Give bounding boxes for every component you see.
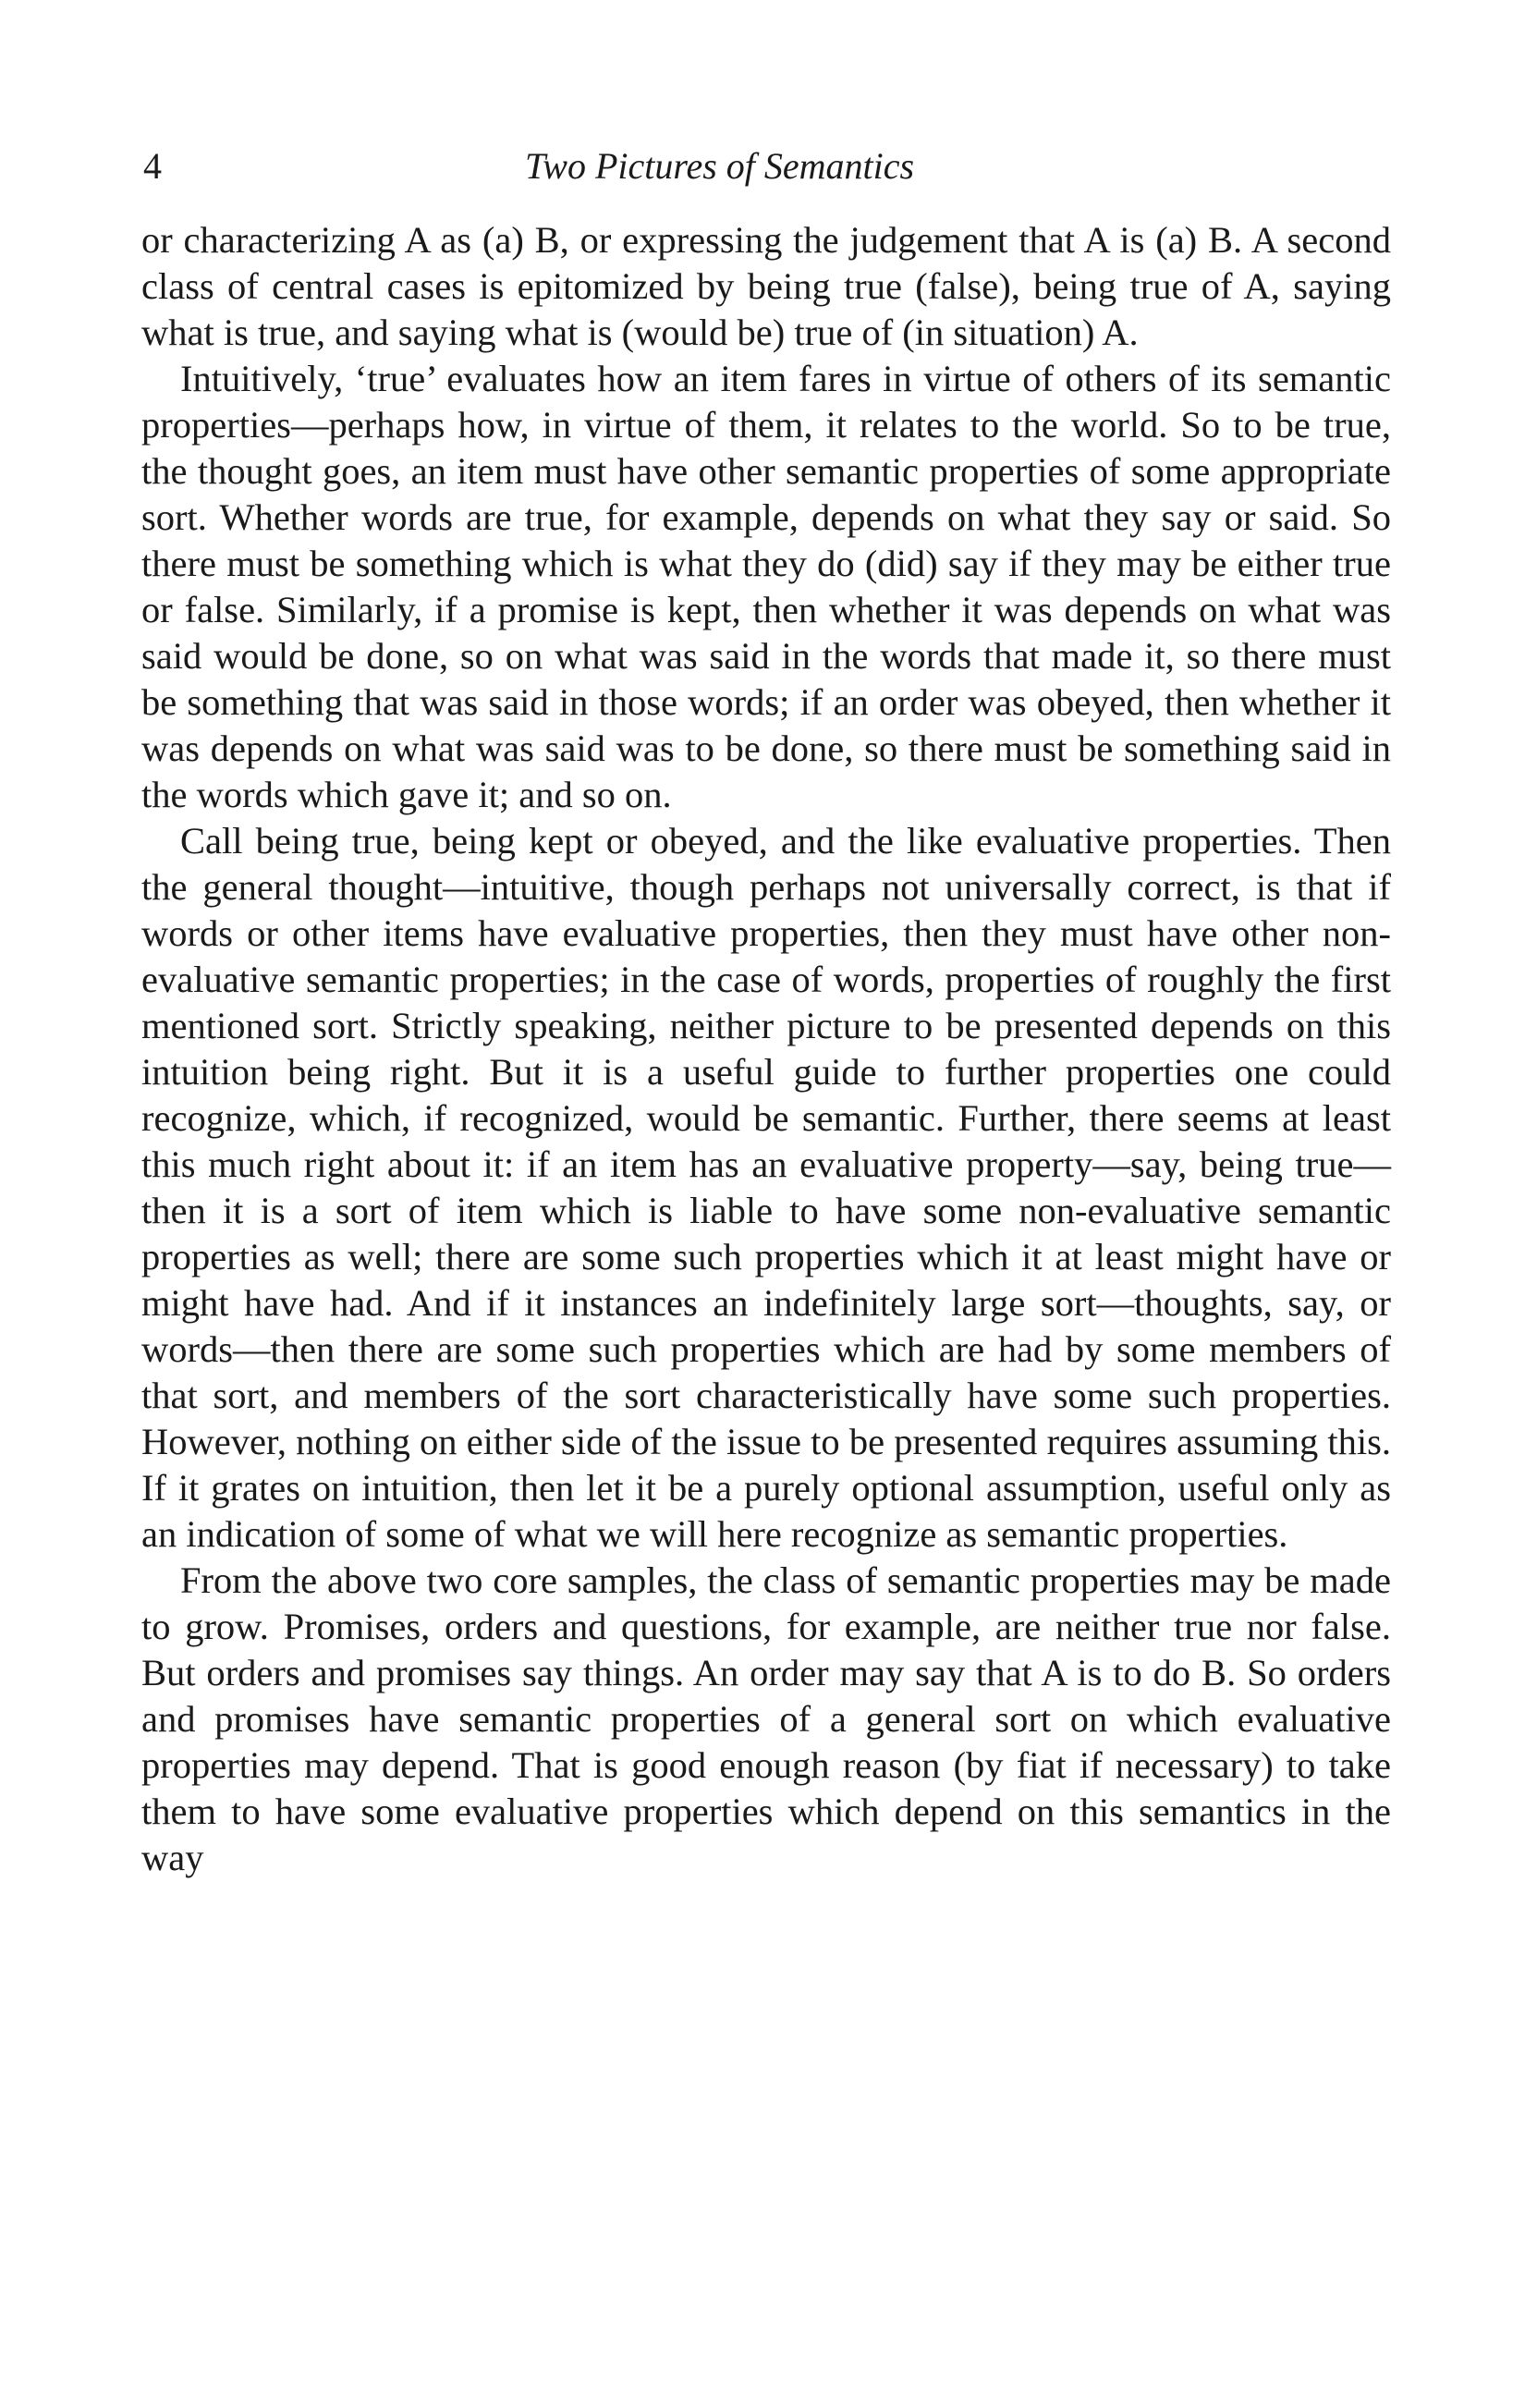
paragraph-core-samples: From the above two core samples, the class of semantic properties may be made to grow. Promises, orders and questions, for example, are neither true nor false. But orders and promises say things. An order may say that A is to do B. So orders and promises have semantic properties of a general sort on which evaluative properties may depend. That is good enough reason (by fiat if necessary) to take them to have some evaluative properties which depend on this semantics in the way xyxy=(141,1559,1391,1878)
paragraph-intuitively: Intuitively, ‘true’ evaluates how an item fares in virtue of others of its semantic properties—perhaps how, in virtue of them, it relates to the world. So to be true, the thought goes, an item must have other semantic properties of some appropriate sort. Whether words are true, for example, depends on what they say or said. So there must be something which is what they do (did) say if they may be either true or false. Similarly, if a promise is kept, then whether it was depends on what was said would be done, so on what was said in the words that made it, so there must be something that was said in those words; if an order was obeyed, then whether it was depends on what was said was to be done, so there must be something said in the words which gave it; and so on. xyxy=(141,358,1391,815)
running-title: Two Pictures of Semantics xyxy=(525,145,915,187)
page-number: 4 xyxy=(143,145,162,187)
paragraph-evaluative-properties: Call being true, being kept or obeyed, and the like evaluative properties. Then the general thought—intuitive, though perhaps not universally correct, is that if words or other items have evaluative properties, then they must have other non-evaluative semantic properties; in the case of words, properties of roughly the first mentioned sort. Strictly speaking, neither picture to be presented depends on this intuition being right. But it is a useful guide to further properties one could recognize, which, if recognized, would be semantic. Further, there seems at least this much right about it: if an item has an evaluative property—say, being true—then it is a sort of item which is liable to have some non-evaluative semantic properties as well; there are some such properties which it at least might have or might have had. And if it instances an indefinitely large sort—thoughts, say, or words—then there are some such properties which are had by some members of that sort, and members of the sort characteristically have some such properties. However, nothing on either side of the issue to be presented requires assuming this. If it grates on intuition, then let it be a purely optional assumption, useful only as an indication of some of what we will here recognize as semantic properties. xyxy=(141,820,1391,1555)
book-page xyxy=(141,139,1391,1881)
body-text xyxy=(141,217,1391,1881)
paragraph-continued: or characterizing A as (a) B, or expressing the judgement that A is (a) B. A second class of central cases is epitomized by being true (false), being true of A, saying what is true, and saying what is (would be) true of (in situation) A. xyxy=(141,219,1391,353)
running-head xyxy=(141,139,1391,194)
